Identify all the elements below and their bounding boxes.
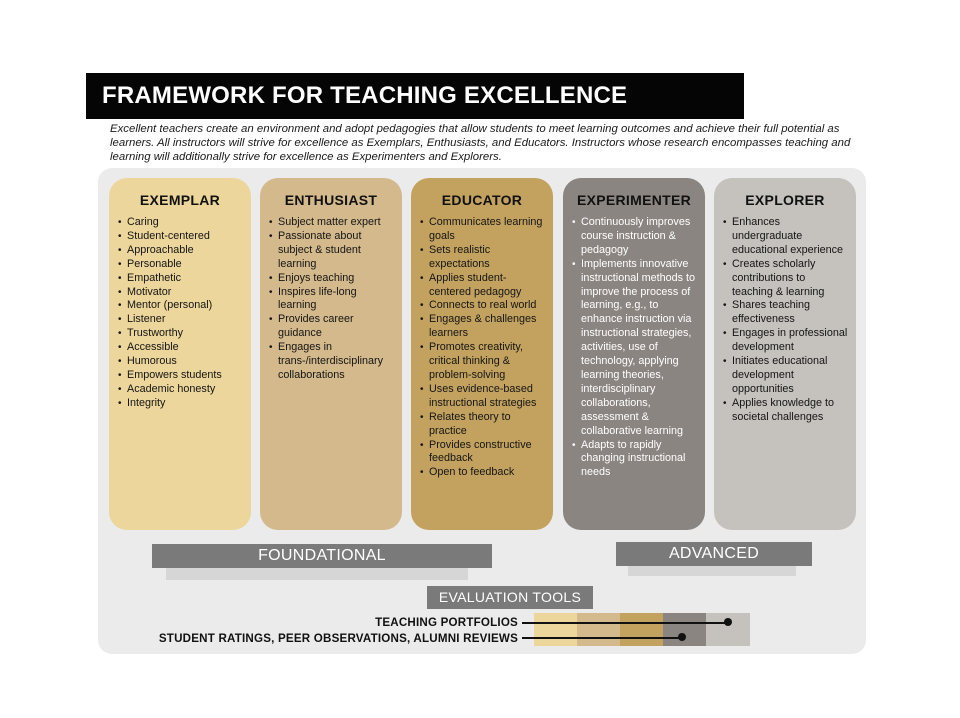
list-item: • Adapts to rapidly changing instructional needs — [581, 439, 697, 481]
list-item: • Integrity — [127, 397, 243, 411]
card-list — [117, 216, 243, 411]
list-item: • Promotes creativity, critical thinking & problem-solving — [429, 341, 545, 383]
list-item: • Relates theory to practice — [429, 411, 545, 439]
list-item: • Engages & challenges learners — [429, 313, 545, 341]
list-item: • Provides constructive feedback — [429, 439, 545, 467]
card-title: ENTHUSIAST — [284, 192, 378, 208]
teaching-portfolios-dot — [724, 618, 732, 626]
list-item: • Approachable — [127, 244, 243, 258]
student-ratings-label: STUDENT RATINGS, PEER OBSERVATIONS, ALUMNI REVIEWS — [158, 632, 518, 645]
list-item: • Humorous — [127, 355, 243, 369]
list-item: • Academic honesty — [127, 383, 243, 397]
card-educator — [411, 178, 553, 530]
teaching-portfolios-label: TEACHING PORTFOLIOS — [375, 616, 518, 629]
list-item: • Shares teaching effectiveness — [732, 299, 848, 327]
list-item: • Enhances undergraduate educational experience — [732, 216, 848, 258]
advanced-label: ADVANCED — [616, 542, 812, 566]
card-list — [722, 216, 848, 425]
card-title: EDUCATOR — [441, 192, 523, 208]
card-title: EXPERIMENTER — [576, 192, 692, 208]
list-item: • Implements innovative instructional methods to improve the process of learning, e.g., to enhance instruction via instructional strategies, activities, use of technology, applying learning theories, interdisciplinary collaborations, assessment & collaborative learning — [581, 258, 697, 439]
evaluation-strip — [534, 613, 750, 646]
list-item: • Student-centered — [127, 230, 243, 244]
list-item: • Caring — [127, 216, 243, 230]
card-list — [268, 216, 394, 383]
list-item: • Initiates educational development opportunities — [732, 355, 848, 397]
list-item: • Empowers students — [127, 369, 243, 383]
card-explorer — [714, 178, 856, 530]
list-item: • Provides career guidance — [278, 313, 394, 341]
card-enthusiast — [260, 178, 402, 530]
list-item: • Open to feedback — [429, 466, 545, 480]
list-item: • Inspires life-long learning — [278, 286, 394, 314]
list-item: • Communicates learning goals — [429, 216, 545, 244]
card-experimenter — [563, 178, 705, 530]
list-item: • Sets realistic expectations — [429, 244, 545, 272]
list-item: • Accessible — [127, 341, 243, 355]
strip-exemplar — [534, 613, 577, 646]
list-item: • Personable — [127, 258, 243, 272]
list-item: • Subject matter expert — [278, 216, 394, 230]
strip-enthusiast — [577, 613, 620, 646]
list-item: • Engages in trans-/interdisciplinary collaborations — [278, 341, 394, 383]
intro-text: Excellent teachers create an environment and adopt pedagogies that allow students to meet learning outcomes and achieve their full potential as learners. All instructors will strive for excellence as Exemplars, Enthusiasts, and Educators. Instructors whose research encompasses teaching and learning will additionally strive for excellence as Experimenters and Explorers. — [110, 123, 851, 163]
card-title: EXEMPLAR — [139, 192, 221, 208]
list-item: • Listener — [127, 313, 243, 327]
list-item: • Motivator — [127, 286, 243, 300]
student-ratings-dot — [678, 633, 686, 641]
card-list — [571, 216, 697, 480]
list-item: • Applies knowledge to societal challenges — [732, 397, 848, 425]
list-item: • Uses evidence-based instructional strategies — [429, 383, 545, 411]
list-item: • Mentor (personal) — [127, 299, 243, 313]
list-item: • Passionate about subject & student learning — [278, 230, 394, 272]
list-item: • Empathetic — [127, 272, 243, 286]
teaching-portfolios-line — [522, 622, 728, 624]
page-title: FRAMEWORK FOR TEACHING EXCELLENCE — [86, 73, 744, 119]
evaluation-tools-label: EVALUATION TOOLS — [427, 586, 593, 609]
list-item: • Connects to real world — [429, 299, 545, 313]
strip-educator — [620, 613, 663, 646]
card-exemplar — [109, 178, 251, 530]
strip-experimenter — [663, 613, 706, 646]
list-item: • Trustworthy — [127, 327, 243, 341]
foundational-label: FOUNDATIONAL — [152, 544, 492, 568]
card-list — [419, 216, 545, 480]
list-item: • Applies student-centered pedagogy — [429, 272, 545, 300]
list-item: • Enjoys teaching — [278, 272, 394, 286]
card-title: EXPLORER — [745, 192, 825, 208]
student-ratings-line — [522, 637, 682, 639]
list-item: • Continuously improves course instruction & pedagogy — [581, 216, 697, 258]
list-item: • Engages in professional development — [732, 327, 848, 355]
list-item: • Creates scholarly contributions to teaching & learning — [732, 258, 848, 300]
